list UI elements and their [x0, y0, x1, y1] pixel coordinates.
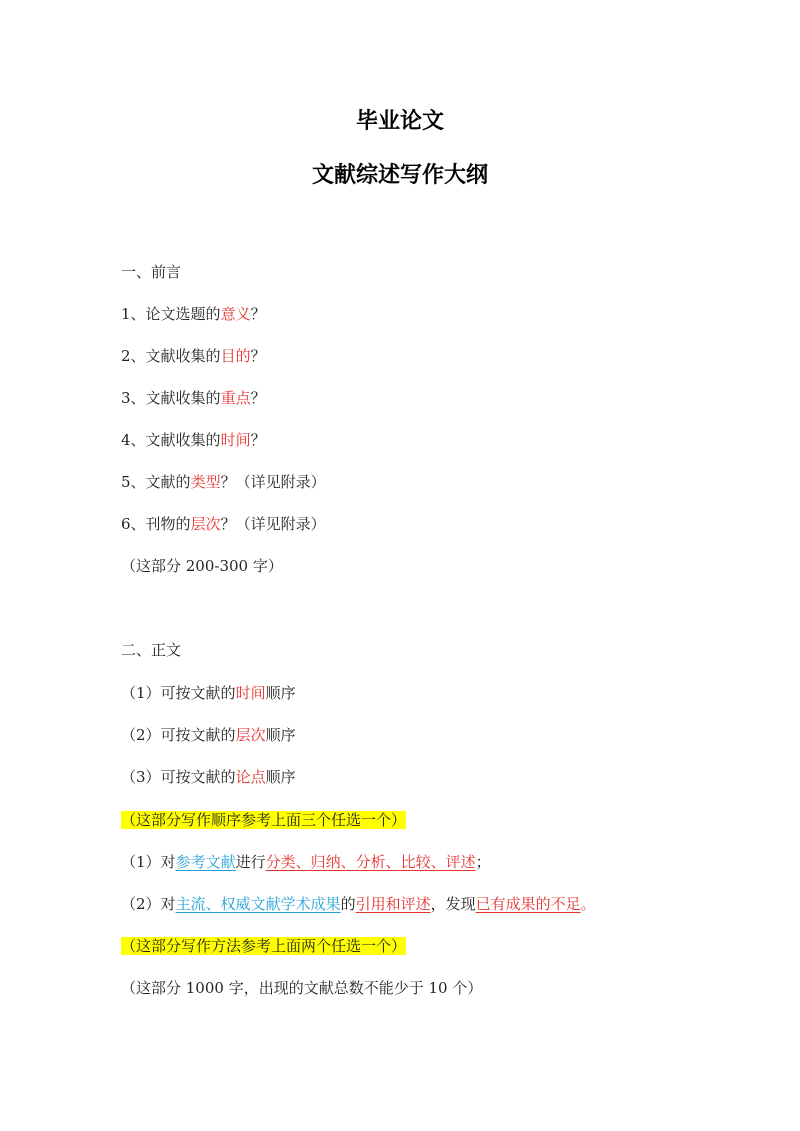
item-suffix: ？: [250, 389, 266, 407]
item-number: 1、: [121, 305, 146, 323]
item-text: 文献收集的: [145, 389, 221, 407]
item-suffix: ？: [250, 347, 266, 365]
item-text: 对: [160, 895, 176, 913]
item-keyword: 论点: [235, 768, 266, 786]
item-number: 5、: [121, 473, 146, 491]
item-keyword: 目的: [220, 347, 251, 365]
item-keyword-red: 引用和评述: [355, 895, 431, 913]
item-text: 可按文献的: [160, 768, 236, 786]
list-item: [121, 472, 326, 492]
item-number: （2）: [121, 726, 161, 744]
item-suffix: 顺序: [265, 768, 296, 786]
item-suffix: ？（详见附录）: [220, 473, 326, 491]
item-keyword: 时间: [220, 431, 251, 449]
document-subtitle: 文献综述写作大纲: [311, 163, 488, 188]
item-number: （2）: [121, 895, 161, 913]
item-text: ，发现: [430, 895, 476, 913]
item-number: 6、: [121, 515, 146, 533]
item-text: 可按文献的: [160, 684, 236, 702]
item-keyword: 时间: [235, 684, 266, 702]
list-item: [121, 767, 296, 787]
highlight-note: [121, 810, 406, 830]
item-keyword: 意义: [220, 305, 251, 323]
item-text: 论文选题的: [145, 305, 221, 323]
item-keyword: 重点: [220, 389, 251, 407]
item-text: 可按文献的: [160, 726, 236, 744]
item-number: （1）: [121, 853, 161, 871]
item-text: 文献收集的: [145, 431, 221, 449]
item-number: 4、: [121, 431, 146, 449]
word-count-note: （这部分 1000 字，出现的文献总数不能少于 10 个）: [121, 979, 483, 997]
item-suffix: 顺序: [265, 726, 296, 744]
item-keyword: 类型: [190, 473, 221, 491]
word-count-note: （这部分 200-300 字）: [121, 557, 283, 575]
method-item: [121, 852, 491, 872]
method-item: [121, 894, 596, 914]
list-item: [121, 304, 266, 324]
item-suffix: ；: [475, 853, 491, 871]
item-number: （3）: [121, 768, 161, 786]
item-suffix: ？: [250, 431, 266, 449]
highlight-text: （这部分写作方法参考上面两个任选一个）: [121, 937, 407, 955]
item-text: 文献的: [145, 473, 191, 491]
item-suffix: ？（详见附录）: [220, 515, 326, 533]
list-item: [121, 346, 266, 366]
section-heading-preface: 一、前言: [121, 263, 182, 281]
item-keyword: 层次: [190, 515, 221, 533]
item-number: 2、: [121, 347, 146, 365]
list-item: [121, 725, 296, 745]
highlight-note: [121, 936, 406, 956]
item-suffix: 顺序: [265, 684, 296, 702]
list-item: [121, 388, 266, 408]
highlight-text: （这部分写作顺序参考上面三个任选一个）: [121, 811, 407, 829]
item-number: 3、: [121, 389, 146, 407]
item-text: 对: [160, 853, 176, 871]
item-text: 进行: [235, 853, 266, 871]
item-text: 文献收集的: [145, 347, 221, 365]
item-keyword: 层次: [235, 726, 266, 744]
item-suffix: ？: [250, 305, 266, 323]
list-item: [121, 683, 296, 703]
list-item: [121, 514, 326, 534]
item-keyword-blue: 参考文献: [175, 853, 236, 871]
list-item: [121, 430, 266, 450]
item-keyword-red: 已有成果的不足: [475, 895, 581, 913]
item-number: （1）: [121, 684, 161, 702]
item-keyword-red: 分类、归纳、分析、比较、评述: [265, 853, 476, 871]
item-keyword-blue: 主流、权威文献学术成果: [175, 895, 341, 913]
item-text: 的: [340, 895, 356, 913]
document-title: 毕业论文: [355, 109, 444, 134]
section-heading-body: 二、正文: [121, 641, 182, 659]
item-suffix: 。: [580, 895, 596, 913]
item-text: 刊物的: [145, 515, 191, 533]
